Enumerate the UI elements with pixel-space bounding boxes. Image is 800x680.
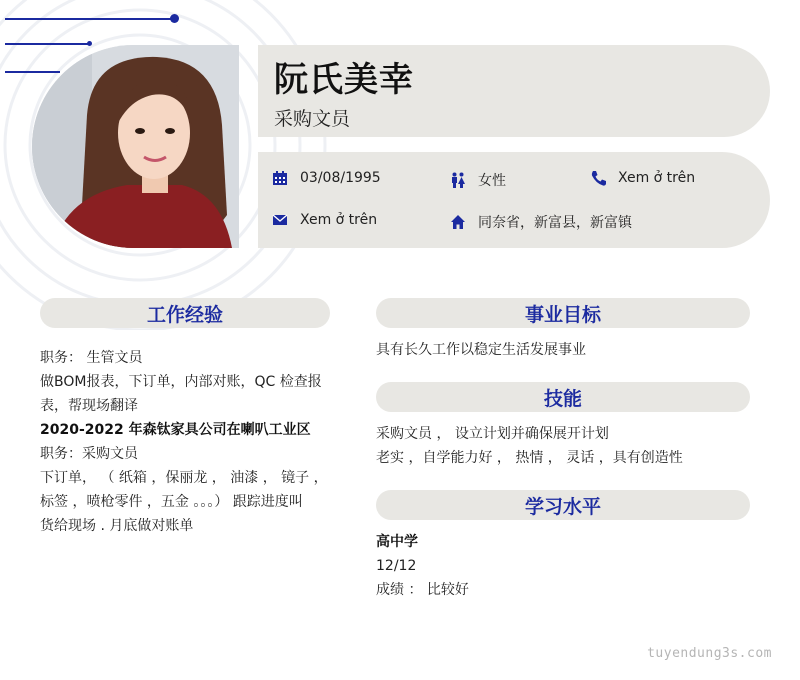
work-line-company: 2020-2022 年森钛家具公司在喇叭工业区 [40, 422, 311, 438]
education-body [376, 530, 756, 602]
info-gender [450, 170, 506, 190]
people-icon [450, 172, 466, 188]
info-address [450, 212, 632, 232]
decorative-dot-1 [170, 14, 179, 23]
skills-heading: 技能 [376, 382, 750, 412]
calendar-icon [272, 170, 288, 186]
address-value: 同奈省，新富县，新富镇 [478, 215, 632, 231]
portrait-illustration [32, 45, 239, 248]
info-phone [590, 170, 695, 186]
decorative-line-2 [5, 43, 90, 45]
gender-value: 女性 [478, 173, 506, 189]
work-line: 货给现场 . 月底做对账单 [40, 518, 194, 534]
phone-icon [590, 170, 606, 186]
info-band [258, 152, 770, 248]
education-result: 成绩 ： 比较好 [376, 582, 469, 598]
email-value: Xem ở trên [300, 212, 378, 228]
education-heading: 学习水平 [376, 490, 750, 520]
birthday-value: 03/08/1995 [300, 170, 381, 186]
work-experience-body [40, 346, 340, 538]
work-line: 职务：采购文员 [40, 446, 138, 462]
work-line: 做BOM报表，下订单，内部对账，QC 检查报 [40, 374, 322, 390]
education-school: 高中学 [376, 534, 418, 550]
skills-body [376, 422, 756, 470]
education-date: 12/12 [376, 558, 417, 574]
home-icon [450, 214, 466, 230]
skills-line: 老实 ，自学能力好 ， 热情 ， 灵话 ，具有创造性 [376, 450, 683, 466]
watermark: tuyendung3s.com [647, 646, 772, 661]
decorative-dot-2 [87, 41, 92, 46]
candidate-position: 采购文员 [274, 108, 351, 130]
candidate-name: 阮氏美幸 [274, 60, 414, 100]
envelope-icon [272, 212, 288, 228]
decorative-line-1 [5, 18, 173, 20]
objective-text: 具有长久工作以稳定生活发展事业 [376, 342, 586, 358]
work-experience-heading: 工作经验 [40, 298, 330, 328]
skills-line: 采购文员 ， 设立计划并确保展开计划 [376, 426, 609, 442]
decorative-line-3 [5, 71, 60, 73]
work-line: 职务： 生管文员 [40, 350, 143, 366]
work-line: 下订单， （ 纸箱 ，保丽龙 ， 油漆 ， 镜子 ， [40, 470, 328, 486]
info-email [272, 212, 377, 228]
objective-body [376, 338, 756, 362]
info-birthday [272, 170, 381, 186]
objective-heading: 事业目标 [376, 298, 750, 328]
phone-value: Xem ở trên [618, 170, 696, 186]
work-line: 表，帮现场翻译 [40, 398, 138, 414]
profile-photo [32, 45, 239, 248]
work-line: 标签 ，喷枪零件 ，五金 。。。） 跟踪进度叫 [40, 494, 303, 510]
